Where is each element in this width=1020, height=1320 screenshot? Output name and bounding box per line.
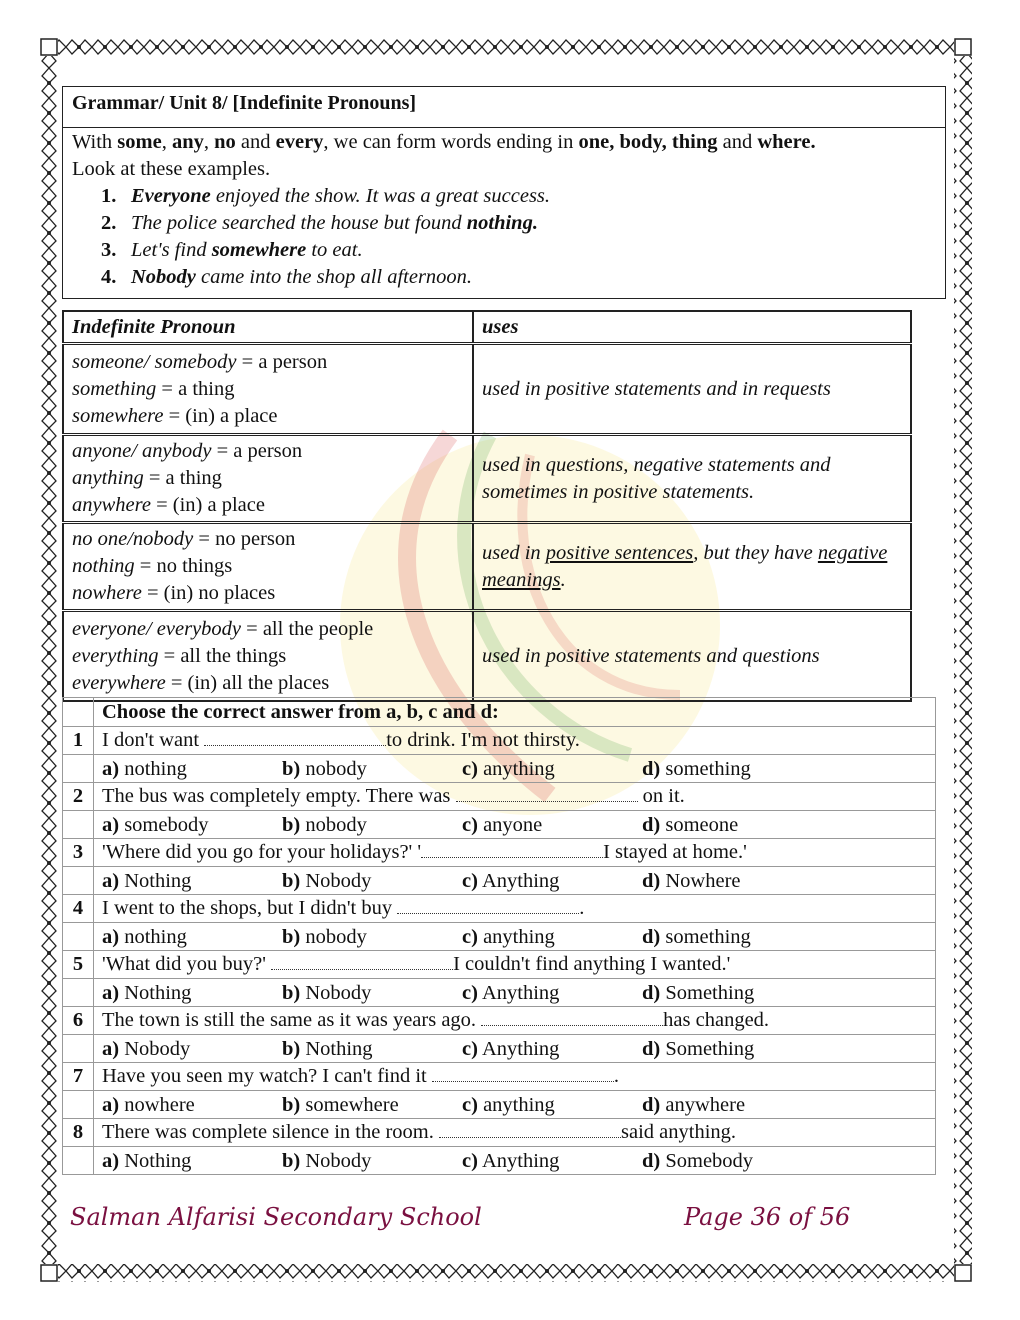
option-letter: d) <box>642 869 661 892</box>
option-letter: c) <box>462 757 478 780</box>
options-cell <box>94 1091 936 1119</box>
options-spacer <box>63 1147 94 1175</box>
option-text: Something <box>665 1037 755 1060</box>
question-text <box>94 839 936 867</box>
question-row <box>63 951 936 979</box>
question-text <box>94 1119 936 1147</box>
footer-school-name: Salman Alfarisi Secondary School <box>70 1203 482 1231</box>
question-number: 1 <box>63 727 94 755</box>
answer-option-c[interactable] <box>462 758 555 781</box>
table-row <box>63 344 911 435</box>
option-text: anything <box>483 1093 555 1116</box>
example-1: 1. Everyone enjoyed the show. It was a great success. <box>101 185 551 207</box>
option-letter: c) <box>462 869 478 892</box>
question-text <box>94 951 936 979</box>
option-text: nowhere <box>124 1093 195 1116</box>
answer-option-c[interactable] <box>462 1094 555 1117</box>
option-text: Anything <box>481 981 560 1004</box>
options-row <box>63 923 936 951</box>
option-letter: b) <box>282 813 301 836</box>
option-letter: c) <box>462 1037 478 1060</box>
answer-option-b[interactable] <box>282 814 367 837</box>
question-row <box>63 727 936 755</box>
option-text: anywhere <box>665 1093 746 1116</box>
intro-box <box>62 127 946 299</box>
answer-option-b[interactable] <box>282 1150 371 1173</box>
options-row <box>63 755 936 783</box>
option-letter: d) <box>642 925 661 948</box>
answer-option-d[interactable] <box>642 982 754 1005</box>
answer-option-a[interactable] <box>102 814 208 837</box>
option-letter: a) <box>102 1149 120 1172</box>
question-number: 8 <box>63 1119 94 1147</box>
question-number: 4 <box>63 895 94 923</box>
quiz-table <box>62 697 936 1175</box>
intro-line-2: Look at these examples. <box>72 158 271 180</box>
answer-option-a[interactable] <box>102 1038 190 1061</box>
option-text: Nowhere <box>665 869 741 892</box>
options-spacer <box>63 923 94 951</box>
option-text: somebody <box>124 813 209 836</box>
table-row <box>63 523 911 611</box>
answer-option-a[interactable] <box>102 1094 195 1117</box>
question-text-before: 'Where did you go for your holidays?' ' <box>102 841 422 863</box>
option-letter: c) <box>462 813 478 836</box>
question-text <box>94 895 936 923</box>
option-text: nothing <box>124 925 187 948</box>
question-text-before: 'What did you buy?' <box>102 953 272 975</box>
option-letter: a) <box>102 869 120 892</box>
table-row <box>63 611 911 702</box>
option-text: Nothing <box>124 1149 192 1172</box>
option-text: Somebody <box>665 1149 754 1172</box>
option-letter: b) <box>282 925 301 948</box>
answer-option-a[interactable] <box>102 1150 191 1173</box>
option-text: something <box>665 757 751 780</box>
options-row <box>63 867 936 895</box>
question-text <box>94 727 936 755</box>
option-text: Nobody <box>305 1149 372 1172</box>
options-cell <box>94 923 936 951</box>
answer-option-b[interactable] <box>282 926 367 949</box>
question-text-after: on it. <box>637 785 685 807</box>
pronoun-table <box>62 310 912 702</box>
question-text <box>94 1063 936 1091</box>
answer-option-d[interactable] <box>642 1094 745 1117</box>
option-letter: b) <box>282 757 301 780</box>
question-number: 2 <box>63 783 94 811</box>
option-letter: d) <box>642 1149 661 1172</box>
quiz-number-cell <box>63 698 94 727</box>
pronoun-cell: anyone/ anybody = a person anything = a thing anywhere = (in) a place <box>63 435 473 523</box>
answer-option-c[interactable] <box>462 1150 559 1173</box>
question-number: 6 <box>63 1007 94 1035</box>
question-number: 3 <box>63 839 94 867</box>
option-letter: b) <box>282 1149 301 1172</box>
option-letter: c) <box>462 1093 478 1116</box>
example-4: 4. Nobody came into the shop all afternoon. <box>101 266 473 288</box>
option-text: anything <box>483 757 555 780</box>
answer-option-a[interactable] <box>102 982 191 1005</box>
answer-option-d[interactable] <box>642 870 741 893</box>
options-spacer <box>63 1091 94 1119</box>
option-text: Anything <box>481 1149 560 1172</box>
question-row <box>63 839 936 867</box>
option-text: somewhere <box>305 1093 399 1116</box>
option-text: anyone <box>483 813 543 836</box>
options-cell <box>94 979 936 1007</box>
options-cell <box>94 867 936 895</box>
option-text: Nothing <box>305 1037 373 1060</box>
option-text: something <box>665 925 751 948</box>
question-text-after: to drink. I'm not thirsty. <box>386 729 580 751</box>
answer-option-b[interactable] <box>282 982 371 1005</box>
header-indefinite-pronoun: Indefinite Pronoun <box>63 311 473 344</box>
option-letter: a) <box>102 757 120 780</box>
question-row <box>63 1119 936 1147</box>
question-row <box>63 1063 936 1091</box>
option-letter: d) <box>642 813 661 836</box>
footer-page-number: Page 36 of 56 <box>684 1203 851 1231</box>
answer-blank[interactable] <box>456 787 638 802</box>
answer-option-c[interactable] <box>462 1038 559 1061</box>
option-text: nothing <box>124 757 187 780</box>
uses-cell: used in positive statements and questions <box>473 611 911 702</box>
answer-option-d[interactable] <box>642 1038 754 1061</box>
option-letter: a) <box>102 981 120 1004</box>
page-title: Grammar/ Unit 8/ [Indefinite Pronouns] <box>72 92 417 114</box>
options-spacer <box>63 1035 94 1063</box>
answer-option-c[interactable] <box>462 814 542 837</box>
table-row <box>63 435 911 523</box>
question-row <box>63 895 936 923</box>
option-text: nobody <box>305 757 367 780</box>
question-number: 7 <box>63 1063 94 1091</box>
answer-option-a[interactable] <box>102 870 191 893</box>
pronoun-table-header <box>63 311 911 344</box>
options-cell <box>94 1035 936 1063</box>
question-text-before: I went to the shops, but I didn't buy <box>102 897 398 919</box>
uses-cell: used in positive statements and in requests <box>473 344 911 435</box>
options-row <box>63 979 936 1007</box>
answer-option-a[interactable] <box>102 926 187 949</box>
option-text: nobody <box>305 925 367 948</box>
option-letter: a) <box>102 1037 120 1060</box>
answer-option-b[interactable] <box>282 1038 373 1061</box>
answer-blank[interactable] <box>432 1067 614 1082</box>
option-text: Anything <box>481 869 560 892</box>
option-letter: a) <box>102 813 120 836</box>
option-text: Nobody <box>305 981 372 1004</box>
intro-line-1: With some, any, no and every, we can form words ending in one, body, thing and where. <box>72 131 816 153</box>
answer-option-d[interactable] <box>642 926 751 949</box>
option-letter: b) <box>282 1037 301 1060</box>
option-letter: c) <box>462 981 478 1004</box>
question-text-after: I couldn't find anything I wanted.' <box>453 953 731 975</box>
option-letter: a) <box>102 925 120 948</box>
answer-blank[interactable] <box>204 731 386 746</box>
quiz-instruction: Choose the correct answer from a, b, c and d: <box>94 698 936 727</box>
answer-option-b[interactable] <box>282 870 371 893</box>
question-number: 5 <box>63 951 94 979</box>
options-row <box>63 1035 936 1063</box>
option-letter: d) <box>642 981 661 1004</box>
option-text: Nobody <box>305 869 372 892</box>
question-text-after: said anything. <box>621 1121 737 1143</box>
answer-blank[interactable] <box>481 1011 663 1026</box>
option-letter: d) <box>642 1037 661 1060</box>
option-letter: b) <box>282 1093 301 1116</box>
options-cell <box>94 755 936 783</box>
option-text: nobody <box>305 813 367 836</box>
option-text: Anything <box>481 1037 560 1060</box>
title-box <box>62 86 946 128</box>
option-letter: a) <box>102 1093 120 1116</box>
example-2: 2. The police searched the house but found nothing. <box>101 212 538 234</box>
question-text <box>94 783 936 811</box>
answer-option-b[interactable] <box>282 758 367 781</box>
option-letter: c) <box>462 925 478 948</box>
options-cell <box>94 1147 936 1175</box>
answer-option-c[interactable] <box>462 870 559 893</box>
question-row <box>63 783 936 811</box>
uses-cell: used in questions, negative statements and sometimes in positive statements. <box>473 435 911 523</box>
question-text-before: I don't want <box>102 729 205 751</box>
pronoun-cell: someone/ somebody = a person something = a thing somewhere = (in) a place <box>63 344 473 435</box>
options-cell <box>94 811 936 839</box>
question-text-after: has changed. <box>663 1009 770 1031</box>
answer-blank[interactable] <box>397 899 579 914</box>
options-row <box>63 1091 936 1119</box>
question-text-after: I stayed at home.' <box>603 841 747 863</box>
options-spacer <box>63 979 94 1007</box>
answer-option-d[interactable] <box>642 758 751 781</box>
answer-option-b[interactable] <box>282 1094 399 1117</box>
uses-cell: used in positive sentences, but they have negative meanings. <box>473 523 911 611</box>
options-spacer <box>63 755 94 783</box>
option-text: someone <box>665 813 739 836</box>
options-row <box>63 811 936 839</box>
options-spacer <box>63 867 94 895</box>
question-text-before: The town is still the same as it was years ago. <box>102 1009 482 1031</box>
header-uses: uses <box>473 311 911 344</box>
question-text-after: . <box>579 897 585 919</box>
quiz-header-row <box>63 698 936 727</box>
question-text-after: . <box>613 1065 619 1087</box>
option-letter: d) <box>642 757 661 780</box>
answer-option-d[interactable] <box>642 1150 753 1173</box>
question-row <box>63 1007 936 1035</box>
options-row <box>63 1147 936 1175</box>
option-text: anything <box>483 925 555 948</box>
answer-blank[interactable] <box>439 1123 621 1138</box>
option-letter: b) <box>282 869 301 892</box>
options-spacer <box>63 811 94 839</box>
option-letter: b) <box>282 981 301 1004</box>
pronoun-cell: no one/nobody = no person nothing = no things nowhere = (in) no places <box>63 523 473 611</box>
answer-blank[interactable] <box>271 955 453 970</box>
question-text-before: There was complete silence in the room. <box>102 1121 439 1143</box>
example-3: 3. Let's find somewhere to eat. <box>101 239 363 261</box>
pronoun-cell: everyone/ everybody = all the people everything = all the things everywhere = (in) all the places <box>63 611 473 702</box>
answer-option-c[interactable] <box>462 982 559 1005</box>
question-text-before: The bus was completely empty. There was <box>102 785 456 807</box>
option-text: Nothing <box>124 869 192 892</box>
answer-option-c[interactable] <box>462 926 555 949</box>
answer-option-d[interactable] <box>642 814 738 837</box>
option-letter: c) <box>462 1149 478 1172</box>
option-text: Something <box>665 981 755 1004</box>
question-text-before: Have you seen my watch? I can't find it <box>102 1065 432 1087</box>
question-text <box>94 1007 936 1035</box>
answer-blank[interactable] <box>421 843 603 858</box>
answer-option-a[interactable] <box>102 758 187 781</box>
option-letter: d) <box>642 1093 661 1116</box>
option-text: Nobody <box>124 1037 191 1060</box>
option-text: Nothing <box>124 981 192 1004</box>
